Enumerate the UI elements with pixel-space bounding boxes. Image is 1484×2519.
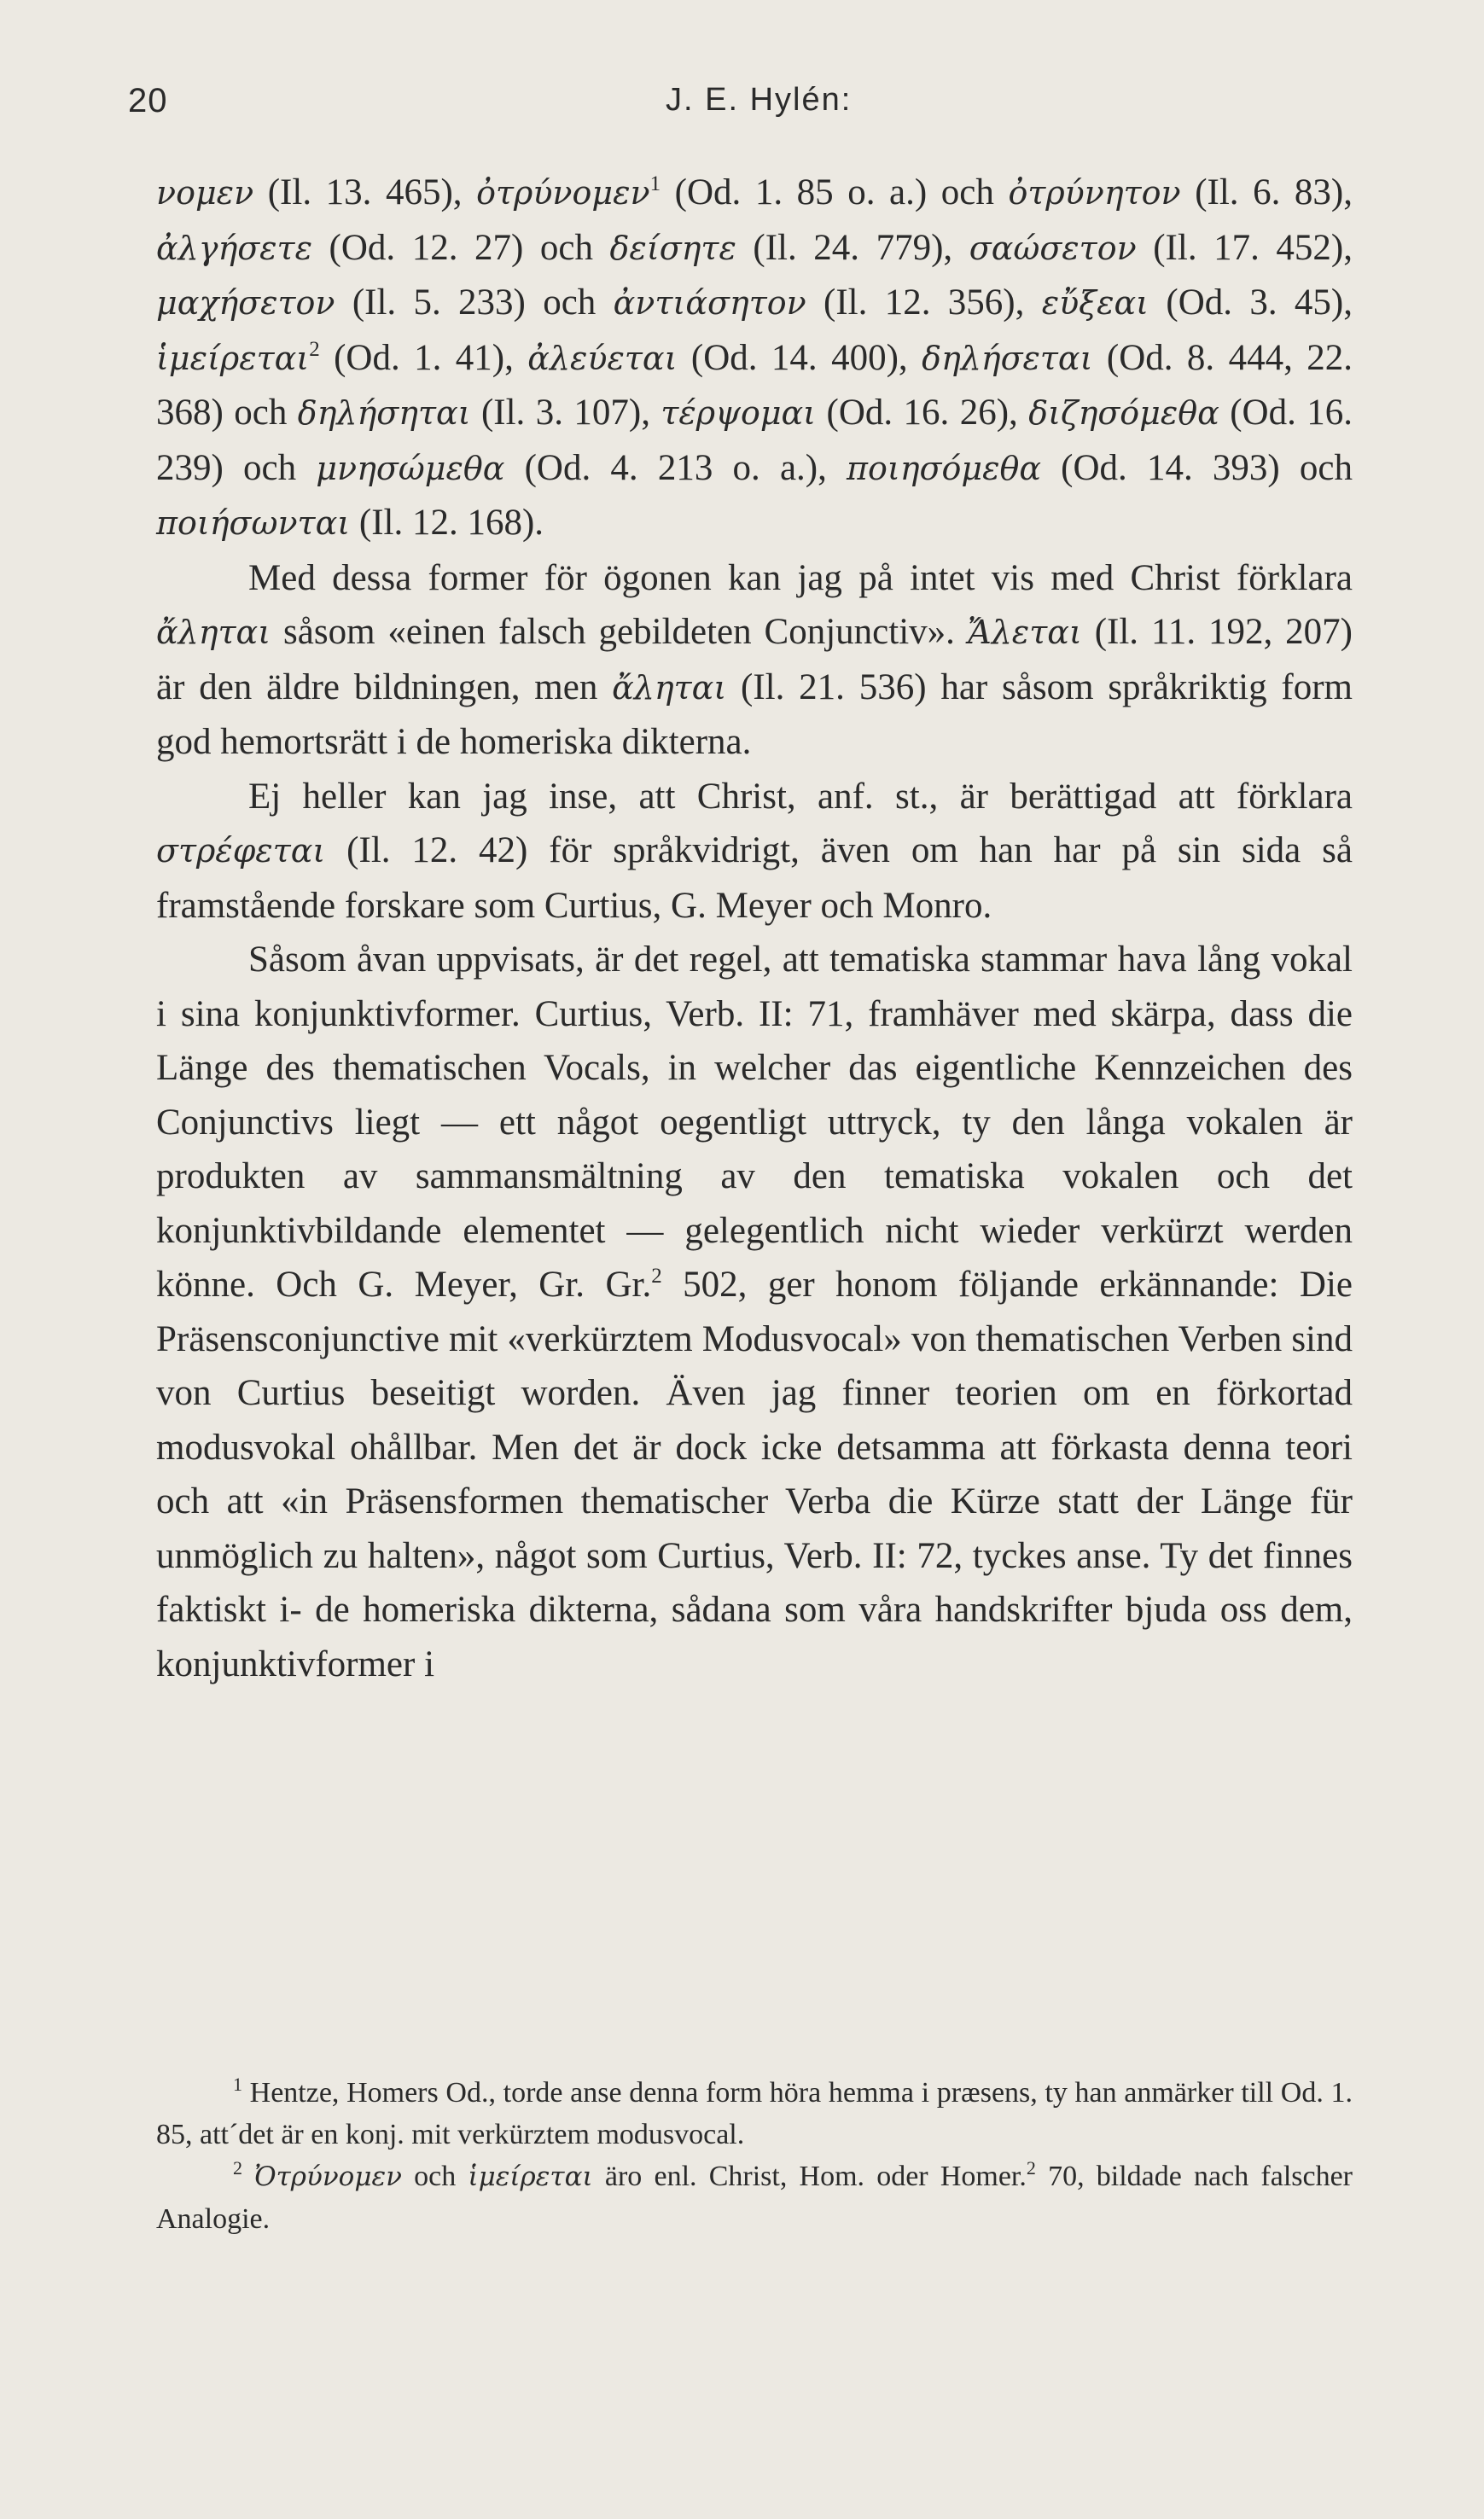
running-head: J. E. Hylén: [666, 82, 853, 118]
text-run: (Il. 13. 465), [253, 172, 477, 212]
greek-word: μαχήσετον [156, 284, 335, 322]
text-run: (Od. 14. 400), [677, 337, 922, 378]
greek-word: ὀτρύνομεν [476, 174, 650, 212]
page-header [128, 82, 1357, 142]
footnotes [156, 2072, 1353, 2240]
text-run: 502, ger honom följande erkännande: Die Präsensconjunctive mit «verkürztem Modusvocal» von thematischen Verben sind von Curtius beseitigt worden. Även jag finner teorien om en förkortad modusvokal ohållbar. Men det är dock icke detsamma att förkasta denna teori och att «in Präsensformen thematischer Verba die Kürze statt der Länge für unmöglich zu halten», något som Curtius, Verb. II: 72, tyckes anse. Ty det finnes faktiskt i- de homeriska dikterna, sådana som våra handskrifter bjuda oss dem, konjunktivformer i [156, 1265, 1353, 1684]
footnote-ref: 1 [649, 172, 661, 195]
greek-word: νομεν [156, 174, 254, 212]
greek-word: ποιησόμεθα [847, 449, 1041, 487]
text-run: (Il. 11. 192, 207) är den äldre bildningen, men [156, 612, 1353, 707]
text-run: (Od. 8. 444, 22. 368) och [156, 337, 1353, 433]
greek-word: στρέφεται [156, 832, 326, 870]
text-run: (Od. 14. 393) och [1041, 447, 1353, 488]
greek-word: ποιήσωνται [156, 504, 351, 542]
greek-word: ὀτρύνητον [1008, 174, 1181, 212]
greek-word: ἱμείρεται [156, 339, 310, 377]
greek-word: ἄληται [612, 668, 727, 707]
paragraph-1 [156, 166, 1353, 551]
text-run: Såsom åvan uppvisats, är det regel, att tematiska stammar hava lång vokal i sina konjunktivformer. Curtius, Verb. II: 71, framhäver med skärpa, dass die Länge des thematischen Vocals, in welcher das eigentliche Kennzeichen des Conjunctivs liegt — ett något oegentligt uttryck, ty den långa vokalen är produkten av sammansmältning av den tematiska vokalen och det konjunktivbildande elementet — gelegentlich nicht wieder verkürzt werden könne. Och G. Meyer, Gr. Gr. [156, 940, 1353, 1305]
text-run: (Il. 5. 233) och [335, 282, 614, 323]
footnote-text: 70, bildade nach falscher Analogie. [156, 2161, 1353, 2235]
greek-word: ἀλεύεται [527, 339, 678, 377]
text-run: (Od. 16. 239) och [156, 393, 1353, 488]
edition-superscript: 2 [651, 1265, 662, 1288]
text-run: (Il. 6. 83), [1180, 172, 1353, 212]
paragraph-2 [156, 551, 1353, 770]
footnote-marker: 1 [233, 2074, 242, 2095]
text-run: (Il. 12. 356), [806, 282, 1042, 323]
text-run: (Il. 12. 168). [350, 503, 544, 543]
greek-word: δηλήσεται [922, 339, 1093, 377]
text-run: (Od. 12. 27) och [311, 227, 610, 268]
greek-word: σαώσετον [969, 229, 1137, 267]
text-run: (Il. 24. 779), [736, 227, 969, 268]
text-run: såsom «einen falsch gebildeten Conjunctiv». [271, 612, 968, 652]
text-run: (Od. 1. 85 o. a.) och [661, 172, 1009, 212]
text-run: Med dessa former för ögonen kan jag på intet vis med Christ förklara [248, 557, 1353, 598]
greek-word: διζησόμεθα [1028, 394, 1219, 432]
paragraph-4 [156, 933, 1353, 1691]
greek-word: Ὀτρύνομεν [254, 2161, 402, 2192]
text-run: (Od. 4. 213 o. a.), [504, 447, 847, 488]
page-number: 20 [128, 82, 168, 119]
footnote-ref: 2 [309, 337, 320, 361]
greek-word: μνησώμεθα [316, 449, 505, 487]
footnote-marker: 2 [233, 2157, 242, 2179]
greek-word: ἀντιάσητον [613, 284, 806, 322]
footnote-2 [156, 2155, 1353, 2240]
text-run: (Od. 3. 45), [1149, 282, 1353, 323]
body-text [156, 166, 1353, 1691]
paragraph-3 [156, 770, 1353, 934]
greek-word: ἱμείρεται [468, 2161, 593, 2192]
greek-word: δείσητε [609, 229, 736, 267]
footnote-1 [156, 2072, 1353, 2155]
text-run: (Il. 21. 536) har såsom språkriktig form god hemortsrätt i de homeriska dikterna. [156, 666, 1353, 762]
greek-word: ἀλγήσετε [156, 229, 312, 267]
greek-word: Ἄλεται [967, 614, 1082, 651]
greek-word: εὔξεαι [1041, 284, 1149, 322]
footnote-text [242, 2161, 254, 2192]
text-run: (Il. 12. 42) för språkvidrigt, även om han har på sin sida så framstående forskare som Curtius, G. Meyer och Monro. [156, 830, 1353, 926]
greek-word: ἄληται [156, 614, 271, 651]
greek-word: δηλήσηται [297, 394, 471, 432]
greek-word: τέρψομαι [661, 394, 817, 432]
text-run: Ej heller kan jag inse, att Christ, anf. st., är berättigad att förklara [248, 776, 1353, 817]
footnote-text: äro enl. Christ, Hom. oder Homer. [592, 2161, 1027, 2192]
edition-superscript: 2 [1026, 2157, 1036, 2179]
footnote-text: och [401, 2161, 468, 2192]
text-run: (Il. 3. 107), [470, 393, 661, 433]
footnote-text: Hentze, Homers Od., torde anse denna form höra hemma i præsens, ty han anmärker till Od. 1. 85, att´det är en konj. mit verkürztem modusvocal. [156, 2077, 1353, 2150]
text-run: (Od. 1. 41), [319, 337, 528, 378]
text-run: (Il. 17. 452), [1136, 227, 1353, 268]
text-run: (Od. 16. 26), [816, 393, 1029, 433]
